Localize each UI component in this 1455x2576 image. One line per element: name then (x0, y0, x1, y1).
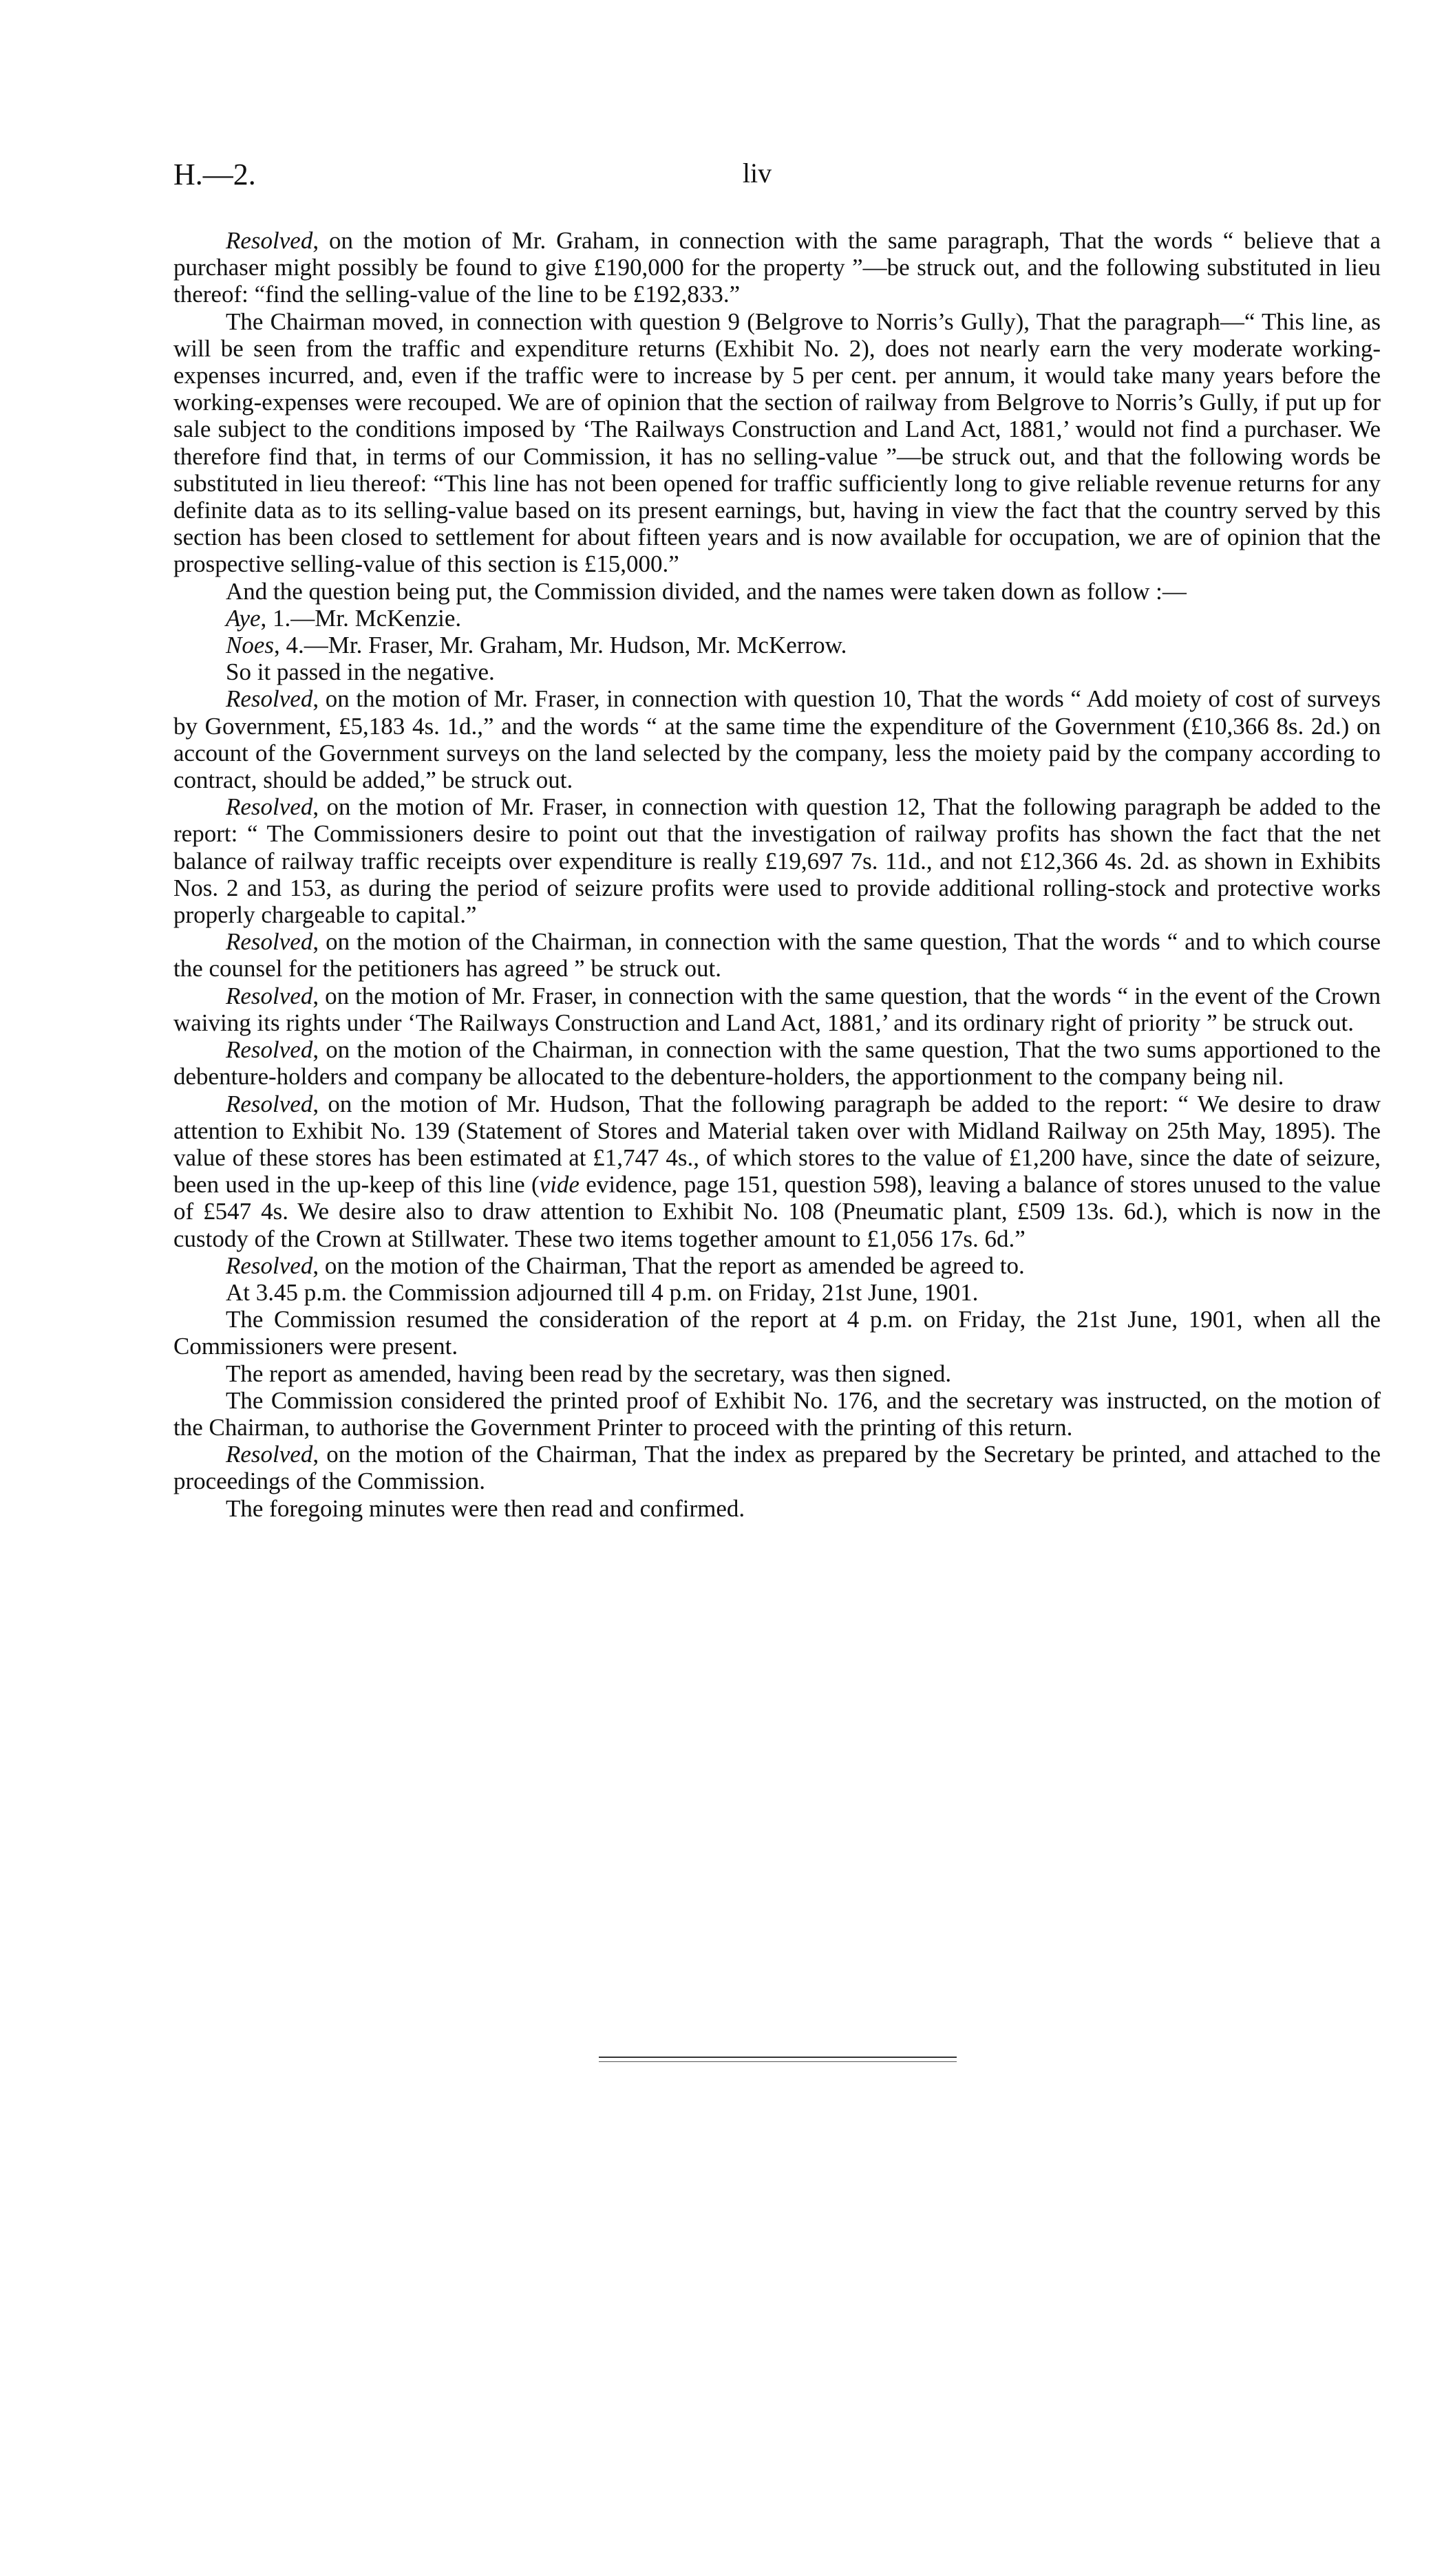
paragraph (173, 1495, 1381, 1522)
minutes-body (173, 227, 1381, 1522)
paragraph (173, 1306, 1381, 1360)
paragraph-lead: Resolved (226, 928, 313, 956)
closing-rule-thin (599, 2061, 957, 2062)
paragraph-text: , on the motion of the Chairman, in connection with the same question, That the two sums apportioned to the debenture-holders and company be allocated to the debenture-holders, the apportionment to the company being nil. (173, 1036, 1381, 1091)
paragraph-text: At 3.45 p.m. the Commission adjourned till 4 p.m. on Friday, 21st June, 1901. (226, 1278, 979, 1306)
paragraph (173, 983, 1381, 1036)
paragraph-text: , on the motion of Mr. Fraser, in connection with the same question, that the words “ in the event of the Crown waiving its rights under ‘The Railways Construction and Land Act, 1881,’ and its ordinary right of priority ” be struck out. (173, 982, 1381, 1036)
paragraph-text: , on the motion of Mr. Hudson, That the following paragraph be added to the report: “ We desire to draw attention to Exhibit No. 139 (Statement of Stores and Material taken over with Midland Railway on 25th May, 1895). The value of these stores has been estimated at £1,747 4s., of which stores to the value of £1,200 have, since the date of seizure, been used in the up-keep of this line ( (173, 1090, 1381, 1199)
paragraph-text: , on the motion of the Chairman, That the index as prepared by the Secretary be printed, and attached to the proceedings of the Commission. (173, 1441, 1381, 1495)
paragraph (173, 1091, 1381, 1252)
paragraph-lead: Resolved (226, 1036, 313, 1064)
paragraph-text: , on the motion of the Chairman, That the report as amended be agreed to. (312, 1252, 1025, 1279)
paragraph-text: The report as amended, having been read by the secretary, was then signed. (226, 1360, 952, 1387)
paragraph-lead: Resolved (226, 793, 313, 821)
paragraph (173, 1360, 1381, 1387)
paragraph (173, 1252, 1381, 1279)
paragraph (173, 928, 1381, 982)
paragraph-text: , 4.—Mr. Fraser, Mr. Graham, Mr. Hudson, Mr. McKerrow. (274, 632, 847, 659)
paragraph-text: , on the motion of the Chairman, in connection with the same question, That the words “ and to which course the counsel for the petitioners has agreed ” be struck out. (173, 928, 1381, 983)
paragraph (173, 605, 1381, 632)
paragraph (173, 1279, 1381, 1306)
paragraph-text: And the question being put, the Commission divided, and the names were taken down as follow :— (226, 577, 1187, 605)
paragraph (173, 793, 1381, 928)
paragraph (173, 1387, 1381, 1441)
paragraph-text: , on the motion of Mr. Fraser, in connection with question 10, That the words “ Add moiety of cost of surveys by Government, £5,183 4s. 1d.,” and the words “ at the same time the expenditure of the Government (£10,366 8s. 2d.) on account of the Government surveys on the land selected by the company, less the moiety paid by the company according to contract, should be added,” be struck out. (173, 685, 1381, 794)
paragraph-lead: Resolved (226, 227, 313, 254)
paragraph-italic-word: vide (539, 1171, 580, 1199)
paragraph-text: The Chairman moved, in connection with question 9 (Belgrove to Norris’s Gully), That the paragraph—“ This line, as will be seen from the traffic and expenditure returns (Exhibit No. 2), does not nearly earn the very moderate working-expenses incurred, and, even if the traffic were to increase by 5 per cent. per annum, it would take many years before the working-expenses were recouped. We are of opinion that the section of railway from Belgrove to Norris’s Gully, if put up for sale subject to the conditions imposed by ‘The Railways Construction and Land Act, 1881,’ would not find a purchaser. We therefore find that, in terms of our Commission, it has no selling-value ”—be struck out, and that the following words be substituted in lieu thereof: “This line has not been opened for traffic sufficiently long to give reliable revenue returns for any definite data as to its selling-value based on its present earnings, but, having in view the fact that the country served by this section has been closed to settlement for about fifteen years and is now available for occupation, we are of opinion that the prospective selling-value of this section is £15,000.” (173, 308, 1381, 578)
page-number: liv (742, 158, 772, 189)
document-reference: H.—2. (173, 158, 256, 191)
paragraph-text: , on the motion of Mr. Graham, in connection with the same paragraph, That the words “ believe that a purchaser might possibly be found to give £190,000 for the property ”—be struck out, and the following substituted in lieu thereof: “find the selling-value of the line to be £192,833.” (173, 227, 1381, 308)
paragraph-text: The Commission resumed the consideration of the report at 4 p.m. on Friday, the 21st June, 1901, when all the Commissioners were present. (173, 1306, 1381, 1360)
paragraph (173, 1441, 1381, 1494)
paragraph-text: The Commission considered the printed proof of Exhibit No. 176, and the secretary was instructed, on the motion of the Chairman, to authorise the Government Printer to proceed with the printing of this return. (173, 1386, 1381, 1441)
paragraph-text: The foregoing minutes were then read and confirmed. (226, 1494, 745, 1522)
paragraph (173, 227, 1381, 308)
paragraph-lead: Resolved (226, 1252, 313, 1279)
paragraph-text-continued: evidence, page 151, question 598), leaving a balance of stores unused to the value of £547 4s. We desire also to draw attention to Exhibit No. 108 (Pneumatic plant, £509 13s. 6d.), which is now in the custody of the Crown at Stillwater. These two items together amount to £1,056 17s. 6d.” (173, 1171, 1381, 1252)
paragraph (173, 632, 1381, 658)
paragraph (173, 1036, 1381, 1090)
paragraph-lead: Resolved (226, 982, 313, 1009)
paragraph-text: , 1.—Mr. McKenzie. (260, 604, 462, 632)
paragraph-lead: Noes (226, 632, 274, 659)
paragraph (173, 685, 1381, 793)
paragraph-lead: Resolved (226, 1441, 313, 1468)
paragraph-lead: Resolved (226, 685, 313, 713)
paragraph (173, 308, 1381, 578)
closing-rule (599, 2057, 957, 2058)
paragraph-text: So it passed in the negative. (226, 658, 495, 686)
paragraph (173, 658, 1381, 685)
paragraph-lead: Resolved (226, 1090, 313, 1117)
paragraph (173, 578, 1381, 605)
paragraph-lead: Aye (226, 604, 261, 632)
paragraph-text: , on the motion of Mr. Fraser, in connection with question 12, That the following paragraph be added to the report: “ The Commissioners desire to point out that the investigation of railway profits has shown the fact that the net balance of railway traffic receipts over expenditure is really £19,697 7s. 11d., and not £12,366 4s. 2d. as shown in Exhibits Nos. 2 and 153, as during the period of seizure profits were used to provide additional rolling-stock and protective works properly chargeable to capital.” (173, 793, 1381, 929)
